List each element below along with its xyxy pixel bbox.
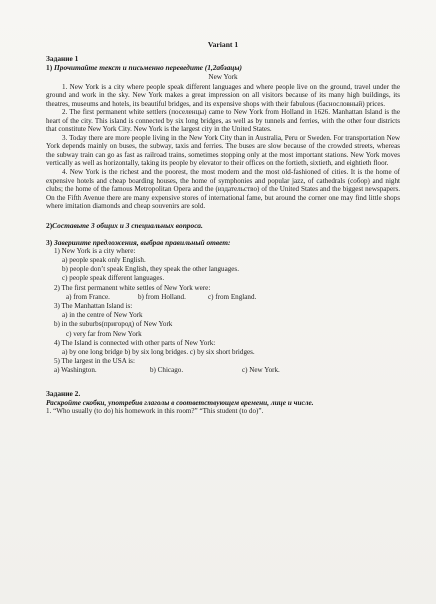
task3-number: 3)	[46, 237, 53, 247]
task-b-line-1: 1. “Who usually (to do) his homework in this room?” “This student (to do)”.	[46, 406, 264, 415]
paragraph-2: 2. The first permanent white settlers (поселенцы) came to New York from Holland in 1626. Manhattan Island is the heart of the city. This island is connected by six long bridges, as well as by tunnels and ferries, with the other four districts that constitute New York City. New York is the largest city in the United States.	[46, 108, 400, 134]
question-5-option-b: b) Chicago.	[150, 366, 184, 375]
question-5-option-c: c) New York.	[242, 366, 280, 375]
task2-instruction	[46, 221, 400, 230]
task3-text: Завершите предложения, выбрав правильный ответ:	[54, 237, 231, 247]
paragraph-4: 4. New York is the richest and the poorest, the most modern and the most old-fashioned of cities. It is the home of expensive hotels and cheap boarding houses, the home of symphonies and popular jazz, of cathedrals (собор) and night clubs; the home of the famous Metropolitan Opera and the (издательство) of the United States and the biggest newspapers. On the Fifth Avenue there are many expensive stores of international fame, but around the corner one may find little shops where imitation diamonds and cheap souvenirs are sold.	[46, 167, 400, 211]
variant-title: Variant 1	[207, 40, 239, 49]
question-1-option-c: c) people speak different languages.	[62, 274, 165, 283]
question-2-option-c: c) from England.	[208, 292, 257, 301]
paragraph-1: 1. New York is a city where people speak different languages and where people live on the ground, travel under the ground and work in the sky. New York makes a great impression on all visitors because of its many high buildings, its theatres, museums and hotels, its beautiful bridges, and its expensive shops with their fabulous (баснословный) prices.	[46, 82, 400, 108]
task1-heading: Задание 1	[46, 54, 79, 63]
task-b-instruction: Раскройте скобки, употребив глаголы в соответствующем времени, лице и числе.	[46, 397, 314, 407]
question-2: 2) The first permanent white settles of New York were:	[54, 283, 211, 292]
question-1-option-a: a) people speak only English.	[62, 255, 146, 264]
question-3-option-b: b) in the suburbs(пригород) of New York	[54, 320, 173, 329]
question-5-option-a: a) Washington.	[54, 366, 97, 375]
question-2-option-a: a) from France.	[66, 292, 110, 301]
question-2-option-b: b) from Holland.	[138, 292, 186, 301]
question-5-options	[46, 366, 400, 375]
task1-instruction-number: 1)	[46, 63, 53, 72]
question-2-options	[46, 293, 400, 302]
task1-instruction	[46, 63, 400, 72]
question-4: 4) The Island is connected with other parts of New York:	[54, 338, 216, 347]
task1-instruction-text: Прочитайте текст и письменно переведите (1,2абзацы)	[54, 63, 242, 72]
task2-number: 2)	[46, 220, 53, 230]
question-3-option-a: a) in the centre of New York	[62, 311, 143, 320]
task2-text: Составьте 3 общих и 3 специальных вопроса.	[52, 220, 203, 230]
question-4-options: a) by one long bridge b) by six long bridges. c) by six short bridges.	[62, 347, 255, 356]
task3-instruction	[46, 238, 400, 247]
paragraph-3: 3. Today there are more people living in the New York City than in Australia, Peru or Sweden. For transportation New York depends mainly on buses, the subway, taxis and ferries. The buses are slow because of the crowded streets, whereas the subway train can go as fast as railroad trains, sometimes stopping only at the most important stations. New York moves vertically as well as horizontally, taking its people by elevator to their offices on the fortieth, sixtieth, and eightieth floor.	[46, 133, 400, 168]
task-b-heading: Задание 2.	[46, 388, 81, 398]
question-3: 3) The Manhattan Island is:	[54, 301, 133, 310]
text-title: New York	[208, 73, 238, 81]
question-5: 5) The largest in the USA is:	[54, 357, 135, 366]
question-1-option-b: b) people don’t speak English, they speak the other languages.	[62, 265, 239, 274]
question-1: 1) New York is a city where:	[54, 246, 136, 255]
question-3-option-c: c) very far from New York	[66, 329, 142, 338]
